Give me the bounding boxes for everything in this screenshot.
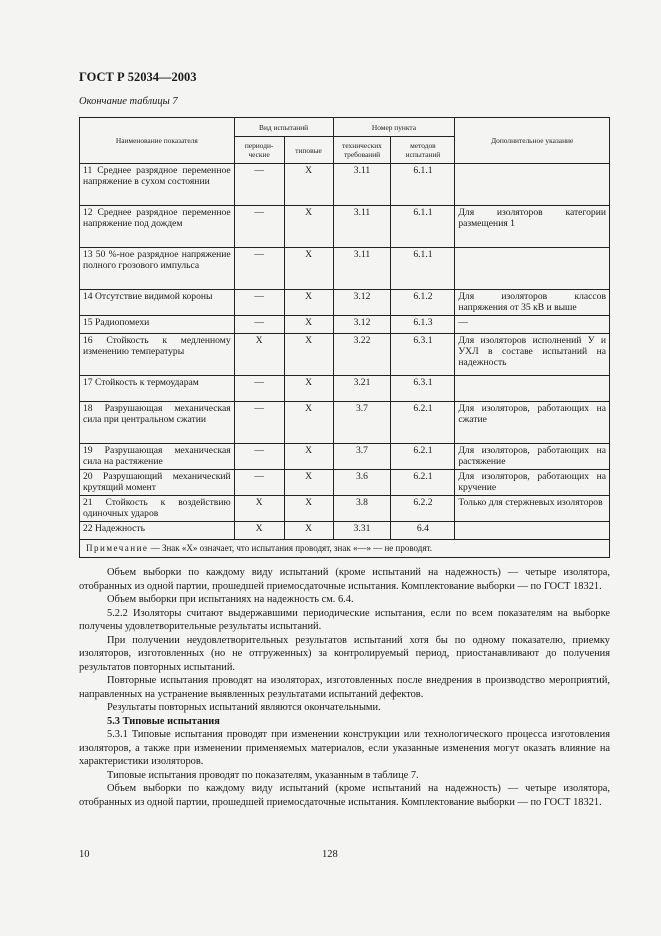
col-header-methods: методов испытаний (391, 137, 455, 164)
row-note (455, 522, 610, 540)
paragraph: Типовые испытания проводят по показателям, указанным в таблице 7. (107, 769, 419, 781)
col-group-test-types: Вид испытаний (234, 118, 333, 137)
row-tech: 3.7 (333, 444, 391, 470)
row-tech: 3.21 (333, 376, 391, 402)
row-tech: 3.11 (333, 164, 391, 206)
row-note (455, 248, 610, 290)
row-name: 20 Разрушающий механический крутящий момент (80, 470, 235, 496)
paragraph: Повторные испытания проводят на изоляторах, изготовленных после внедрения в производство мероприятий, направленных на устранение выявленных результатами испытаний дефектов. (79, 675, 610, 700)
row-type: X (284, 164, 333, 206)
row-periodic: — (234, 164, 284, 206)
row-name: 16 Стойкость к медленному изменению температуры (80, 334, 235, 376)
row-methods: 6.3.1 (391, 334, 455, 376)
tests-table (79, 117, 610, 558)
page-header: ГОСТ Р 52034—2003 (79, 70, 197, 84)
table-row (80, 522, 610, 540)
table-row (80, 444, 610, 470)
row-periodic: X (234, 496, 284, 522)
row-note: Для изоляторов, работающих на растяжение (455, 444, 610, 470)
body-text (79, 566, 610, 809)
table-row (80, 334, 610, 376)
row-name: 14 Отсутствие видимой короны (80, 290, 235, 316)
table-row (80, 496, 610, 522)
paragraph: 5.2.2 Изоляторы считают выдержавшими периодические испытания, если по всем показателям на выборке получены удовлетворительные результаты испытаний. (79, 607, 610, 632)
row-methods: 6.2.2 (391, 496, 455, 522)
row-tech: 3.11 (333, 206, 391, 248)
row-note (455, 164, 610, 206)
col-header-note: Дополнительное указание (455, 118, 610, 164)
table-row (80, 248, 610, 290)
table-row (80, 402, 610, 444)
row-type: X (284, 334, 333, 376)
row-periodic: — (234, 376, 284, 402)
row-type: X (284, 248, 333, 290)
row-methods: 6.1.2 (391, 290, 455, 316)
row-methods: 6.2.1 (391, 470, 455, 496)
col-group-item-number: Номер пункта (333, 118, 455, 137)
row-methods: 6.1.1 (391, 206, 455, 248)
row-periodic: — (234, 444, 284, 470)
row-periodic: — (234, 206, 284, 248)
table-row (80, 290, 610, 316)
page-number-left: 10 (79, 849, 90, 860)
col-header-name: Наименование показателя (80, 118, 235, 164)
table-row (80, 164, 610, 206)
footnote-label: Примечание (86, 543, 149, 553)
page-number-center: 128 (322, 849, 338, 860)
row-methods: 6.3.1 (391, 376, 455, 402)
row-type: X (284, 444, 333, 470)
row-note: Только для стержневых изоляторов (455, 496, 610, 522)
table-footnote (80, 540, 610, 558)
table-row (80, 376, 610, 402)
row-periodic: X (234, 522, 284, 540)
paragraph: При получении неудовлетворительных результатов испытаний хотя бы по одному показателю, приемку изоляторов, изготовленных (но не отгруженных) за контролируемый период, приостанавливают до получения результатов повторных испытаний. (79, 634, 610, 673)
row-type: X (284, 496, 333, 522)
paragraph: Объем выборки по каждому виду испытаний (кроме испытаний на надежность) — четыре изолятора, отобранных из одной партии, прошедшей приемосдаточные испытания. Комплектование выборки — по ГОСТ 18321. (79, 567, 610, 592)
row-tech: 3.6 (333, 470, 391, 496)
row-note: Для изоляторов, работающих на кручение (455, 470, 610, 496)
row-name: 22 Надежность (80, 522, 235, 540)
row-tech: 3.7 (333, 402, 391, 444)
row-name: 12 Среднее разрядное переменное напряжение под дождем (80, 206, 235, 248)
row-type: X (284, 206, 333, 248)
row-methods: 6.2.1 (391, 444, 455, 470)
row-type: X (284, 290, 333, 316)
row-name: 21 Стойкость к воздействию одиночных ударов (80, 496, 235, 522)
col-header-type: типовые (284, 137, 333, 164)
paragraph: Объем выборки при испытаниях на надежность см. 6.4. (107, 594, 354, 605)
row-methods: 6.2.1 (391, 402, 455, 444)
col-header-periodic: периоди-ческие (234, 137, 284, 164)
footnote-text: — Знак «X» означает, что испытания проводят, знак «—» — не проводят. (148, 543, 432, 553)
row-methods: 6.1.1 (391, 164, 455, 206)
row-note (455, 376, 610, 402)
row-note: — (455, 316, 610, 334)
row-name: 13 50 %-ное разрядное напряжение полного грозового импульса (80, 248, 235, 290)
row-type: X (284, 316, 333, 334)
table-row (80, 316, 610, 334)
paragraph: 5.3.1 Типовые испытания проводят при изменении конструкции или технологического процесса изготовления изоляторов, а также при изменении применяемых материалов, если указанные изменения могут оказать влияние на характеристики изоляторов. (79, 729, 610, 767)
row-tech: 3.22 (333, 334, 391, 376)
row-name: 17 Стойкость к термоударам (80, 376, 235, 402)
row-name: 19 Разрушающая механическая сила на растяжение (80, 444, 235, 470)
row-periodic: — (234, 470, 284, 496)
row-type: X (284, 376, 333, 402)
table-row (80, 470, 610, 496)
row-type: X (284, 402, 333, 444)
row-periodic: — (234, 316, 284, 334)
paragraph: Объем выборки по каждому виду испытаний (кроме испытаний на надежность) — четыре изолятора, отобранных из одной партии, прошедшей приемосдаточные испытания. Комплектование выборки — по ГОСТ 18321. (79, 783, 610, 808)
row-periodic: — (234, 248, 284, 290)
row-name: 15 Радиопомехи (80, 316, 235, 334)
row-methods: 6.4 (391, 522, 455, 540)
row-type: X (284, 522, 333, 540)
row-note: Для изоляторов классов напряжения от 35 кВ и выше (455, 290, 610, 316)
row-tech: 3.12 (333, 316, 391, 334)
row-name: 11 Среднее разрядное переменное напряжение в сухом состоянии (80, 164, 235, 206)
paragraph: Результаты повторных испытаний являются окончательными. (107, 702, 381, 713)
row-name: 18 Разрушающая механическая сила при центральном сжатии (80, 402, 235, 444)
col-header-tech: технических требований (333, 137, 391, 164)
row-methods: 6.1.3 (391, 316, 455, 334)
row-tech: 3.8 (333, 496, 391, 522)
row-tech: 3.12 (333, 290, 391, 316)
row-tech: 3.11 (333, 248, 391, 290)
row-type: X (284, 470, 333, 496)
row-tech: 3.31 (333, 522, 391, 540)
row-periodic: X (234, 334, 284, 376)
row-note: Для изоляторов, работающих на сжатие (455, 402, 610, 444)
row-periodic: — (234, 402, 284, 444)
row-note: Для изоляторов категории размещения 1 (455, 206, 610, 248)
row-methods: 6.1.1 (391, 248, 455, 290)
section-heading: 5.3 Типовые испытания (107, 715, 220, 727)
row-note: Для изоляторов исполнений У и УХЛ в составе испытаний на надежность (455, 334, 610, 376)
table-caption: Окончание таблицы 7 (79, 96, 178, 107)
row-periodic: — (234, 290, 284, 316)
table-row (80, 206, 610, 248)
